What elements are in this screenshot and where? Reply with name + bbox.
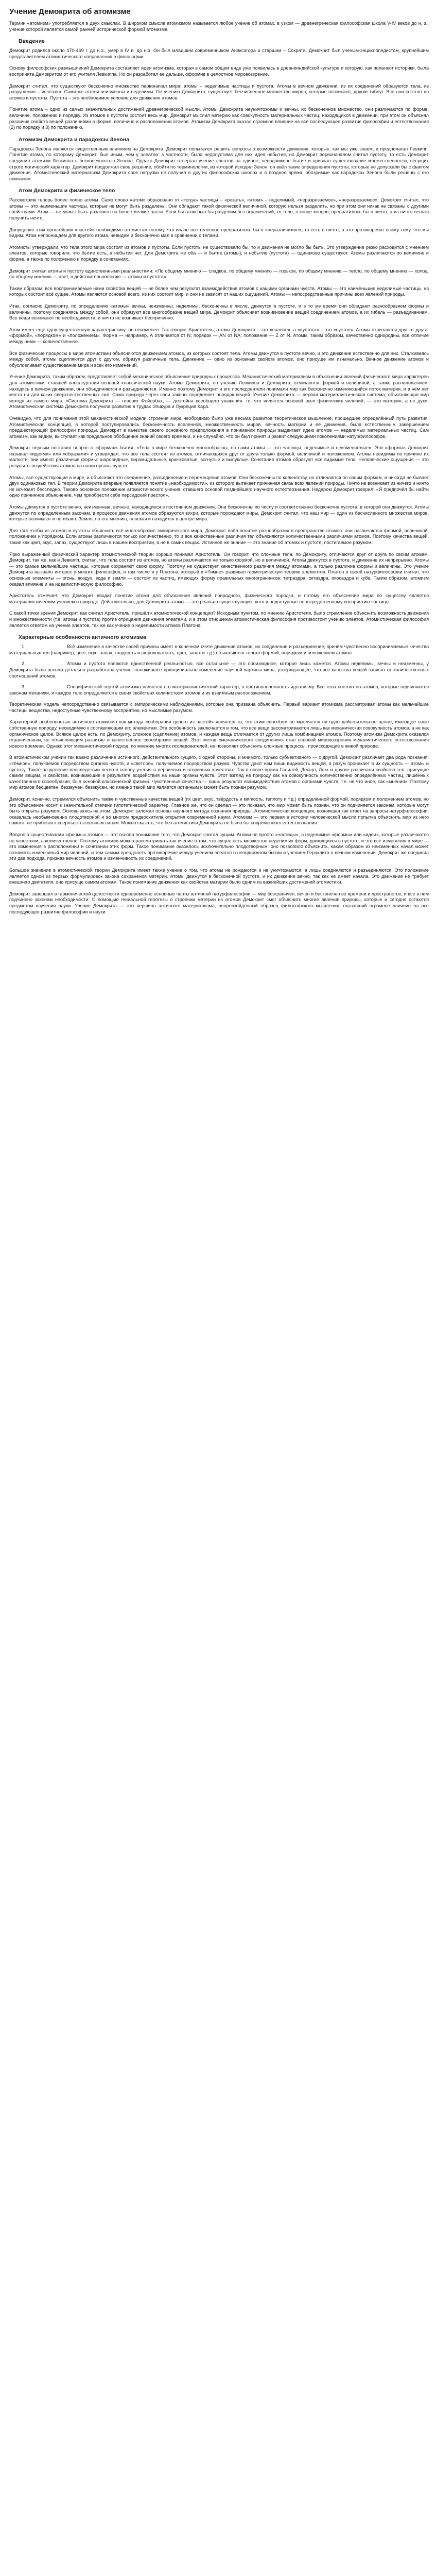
document-title: Учение Демокрита об атомизме bbox=[9, 7, 131, 16]
paragraph: Демокрит завершил в гармонической целостности одновременно основные черты античной натурфилософии — мир безграничен, вечен и бесконечен во времени и пространстве, и все в нём подчинено законам необходимости. С помощью гениальной гипотезы о строении материи из атомов Демокрит смог объяснить многие явления природы, которые и сегодня остаются предметом изучения науки. Учение Демокрита — это вершина античного материализма, непревзойдённый образец философского мышления, оказавший огромное влияние на всё последующее развитие философии и науки. bbox=[9, 891, 429, 914]
paragraph: Демокрит считал, что существуют бесконечно множество первоначал мира: атомы – неделимые частицы и пустота. Атомы в вечном движении, из их соединений образуются тела, из разрушения – исчезают. Сами же атомы неизменны и неделимы. По учению Демокрита, существует бесчисленное множество миров, которые возникают, другие гибнут. Все они состоят из атомов и пустоты. Пустота – это необходимое условие для движения атомов. bbox=[9, 83, 429, 100]
paragraph: Атом имеет еще одну существенную характеристику: он неизменен. Так говорит Аристотель, атомы Демокрита – это «полное», а «пустота» – это «пустое». Атомы отличаются друг от друга: «формой», «порядком» и «положением». Форма — например, А отличается от N; порядок — АN от NА; положение — Z от N. Атомы, таким образом, качественно однородны, все отличие между ними — количественное. bbox=[9, 327, 429, 344]
paragraph: Теоретическая модель непосредственно связывается с эмпирическими наблюдениями, которые она призвана объяснить. Первый вариант атомизма рассматривал атомы как мельчайшие частицы вещества, недоступные чувственному восприятию, но мыслимые разумом. bbox=[9, 702, 429, 713]
paragraph: Парадоксы Зенона являются существенным влиянием на Демокрита. Демокрит попытался решить вопросы о возможности движения, которые, как мы уже знаем, и предполагал Левкипп. Понятие атома, по которому Демокрит, был иным, чем у элеатов: в частности, была недопустима для них идея небытия, но Демокрит первоначалом считал пустоту, то есть Демокрит соединил атомизм Левкиппа с бесконечностью Зенона. Однако Демокрит отвергал учение элеатов на единое, неподвижное бытие и признал существование множественности, несущих строго логический характер. Демокрит продолжил свое решение, обойти по терминологии, из которой исходил Зенон: он ввёл такие определения пустоты, которые не допускали бы с фактом движения. Атомистический материализм Демокрита свое нагрузки не получил в других философских школах и в позднее время, обозримые как парадоксы Зенона были решены с его влиянием. bbox=[9, 146, 429, 181]
paragraph: Допущение этих простейших «частей» необходимо атомистам потому, что иначе все телесное превратилось бы в «неразличимое», то есть в ничто, а это противоречит всему тому, что мы видим. Атом непроницаем для другого атома, невидим и бесконечно мал в сравнении с телами. bbox=[9, 227, 429, 239]
paragraph: Демокрит родился около 470-469 г. до н.э., умер в IV в. до н.э. Он был младшим современником Анаксагора и старшим – Сократа. Демокрит был ученым-энциклопедистом, крупнейшим представителем атомистического направления в философии. bbox=[9, 48, 429, 59]
list-item-number: 1. bbox=[22, 644, 26, 650]
paragraph: Характерной особенностью античного атомизма как метода «соборания целого из частей» является то, что этим способом не мысляется ни одно действительное целое, имеющее свою собственную природу, несводимую к составляющим его элементам. Эта особенность заключается в том, что все вещи рассматриваются лишь как механическая совокупность атомов, а не как органическое целое. Всякое целое есть, по Демокриту, сложное (сцепление) атомов, и каждая вещь отличается от других лишь комбинацией атомов. Поэтому атомизм Демокрита оказался ограниченным, не объясняющим развитие и качественное своеобразие вещей. Этот метод «механического соединения» стал основой мировоззрения механистического естествознания нового времени. Однако этот механистический подход, по мнению многих исследователей, не позволяет объяснить сложные процессы, происходящие в живой природе. bbox=[9, 719, 429, 749]
paragraph: Очевидно, что для понимания этой механистической модели строения мира необходимо было уже весьма развитое теоретическое мышление, прошедшее определённый путь развития. Атомистическая концепция, в которой постулировались бесконечность вселенной, множественность миров, вечность материи и её движения, была естественным завершением предшествующей философии природы. Демокрит в качестве своего основного предположения в понимании природы выдвигает идею атомов — неделимых материальных частиц. Сам атомизм, как видим, выступает как предельное обобщение знаний своего времени, и не случайно, что он был принят и развит следующими поколениями натурфилософов. bbox=[9, 415, 429, 439]
paragraph: Демокрит считал атомы и пустоту единственными реальностями: «По общему мнению — сладкое, по общему мнению — горькое, по общему мнению — тепло, по общему мнению — холод, по общему мнению — цвет, в действительности же — атомы и пустота». bbox=[9, 268, 429, 280]
paragraph: Вопрос о существовании «формы» атомов — это основа понимания того, что Демокрит считал сущим. Атомы не просто «частицы», а неделимые «формы» или «идеи», которые различаются не качеством, а количественно. Поэтому атомизм можно рассматривать как учение о том, что сущее есть множество неделимых форм, движущихся в пустоте, и что все изменения в мире — это изменения в расположении и сочетании этих форм. Такое понимание оказалось исключительно плодотворным: оно позволило объяснить, каким образом из неизменных начал может возникать изменчивый мир явлений, и тем самым преодолеть противоречие между учением элеатов о неподвижном бытии и учением Гераклита о вечном изменении. Демокрит же соединил эти два подхода, признав вечность атомов и изменчивость их соединений. bbox=[9, 832, 429, 861]
document-page bbox=[9, 7, 429, 921]
paragraph: Ярко выраженный физический характер атомистической теории хорошо понимал Аристотель. Он говорит, что сложные тела, по Демокриту, отличаются друг от друга по своим атомам. Демокрит, так же, как и Левкипп, считал, что тела состоят из атомов, но атомы различаются не только формой, но и величиной. Атомы движутся в пустоте, и движение их непрерывно. Атомы — это самые мельчайшие частицы, которые сохраняют свою форму. Поэтому не существует качественного различия между атомами, а только различие формы и величины. Это учение Демокрита вызвало интерес у многих философов, в том числе и у Платона, который в «Тимее» развивал геометрическую теорию элементов. Платон в своей натурфилософии считал, что основные элементы — огонь, воздух, вода и земля — состоят из частиц, имеющих форму правильных многогранников: тетраэдра, октаэдра, икосаэдра и куба. Таким образом, атомизм оказал влияние и на идеалистическую философию. bbox=[9, 551, 429, 587]
list-item-number: 3. bbox=[22, 684, 26, 690]
paragraph: Рассмотрим теперь более полно атомы. Само слово «атом» образовано от «тогда» частицы – «резать», «атом» – неделимый, «неразрезаемое», «неразрезаемое». Демокрит считал, что атомы — это наименьшие частицы, которые не могут быть разделены. Они обладают такой физической величиной, которую нельзя разделить, но при этом они никак не связаны с другими свойствами. Атом — не может быть разложен на более мелкие части. Если бы атом был бы разделим без ограничений, то тело, в конце концов, превратилось бы в ничто, а из ничто нельзя получить нечто. bbox=[9, 197, 429, 221]
paragraph: Итак, согласно Демокриту, по определению «атомы» вечны, неизменны, неделимы, бесконечны в числе, движутся в пустоте, и в то же время они обладают разнообразием формы и величины, поэтому соединяясь между собой, они образуют все многообразие вещей мира. Демокрит объясняет возникновение вещей соединением атомов, а их гибель — разъединением. Все вещи возникают по необходимости, и ничто не возникает беспричинно. bbox=[9, 303, 429, 321]
list-item bbox=[9, 661, 429, 679]
paragraph: Большое значение в атомистической теории Демокрита имеет также учение о том, что атомы не рождаются и не уничтожаются, а лишь соединяются и разъединяются. Это положение является одной из первых формулировок закона сохранения материи. Атомы движутся в бесконечной пустоте, и их движение вечно, так как не имеет начала. Это движение не требует внешнего двигателя, оно присуще самим атомам. Такое понимание движения как свойства материи было одним из важнейших достижений атомистики. bbox=[9, 867, 429, 885]
paragraph: Атомы, все существующие в мире, и объясняют это соединение, разъединение и перемещение атомов. Они бесконечны по количеству, но отличаются по своим формам, и никогда не бывает двух одинаковых тел. В теории Демокрита впервые появляется понятие «необходимости», из которого вытекает причинная связь всех явлений природы. Ничто не возникает из ничего и ничто не исчезает бесследно. Таково основное положение атомистического учения, ставшего основой позднейшего научного естествознания. Недаром Демокрит говорил: «Я предпочёл бы найти одно причинное объяснение, чем приобрести себе персидский престол». bbox=[9, 474, 429, 498]
paragraph: Атомы движутся в пустоте вечно, неизменные, вечные, находящиеся в постоянном движении. Они бесконечны по числу и соответственно бесконечна пустота, в которой они движутся. Атомы движутся по определённым законам, в процессе движения атомов образуются вихри, которые порождают миры. Демокрит считал, что наш мир — один из бесчисленного множества миров, которые возникают и погибают. Земля, по его мнению, плоская и находится в центре мира. bbox=[9, 504, 429, 522]
numbered-list bbox=[9, 644, 429, 696]
section-heading: Введение bbox=[19, 38, 45, 45]
paragraph: Таким образом, все воспринимаемые нами свойства вещей — не более чем результат взаимодействия атомов с нашими органами чувств. Атомы — это наименьшие неделимые частицы, из которых состоит всё сущее. Атомы являются основой всего, из них состоит мир, и они не зависят от наших ощущений. Атомы — непосредственные причины всех явлений природы. bbox=[9, 285, 429, 297]
paragraph: Демокрит, конечно, стремился объяснить также и чувственные качества вещей (их цвет, вкус, твёрдость и мягкость, теплоту и т.д.) определённой формой, порядком и положением атомов, но это объяснение носит в значительной степени гипотетический характер. Главное же, что он сделал — это показал, что мир может быть познан, что он подчиняется законам, которые могут быть открыты разумом. Основываясь на этом, Демокрит заложил основы научного метода познания природы. Атомистическая концепция, возникшая как ответ на запросы натурфилософии, оказалась необыкновенно плодотворной и во многом предвосхитила открытия современной науки. Атомизм — это первая в истории человеческой мысли попытка объяснить мир из него самого, не прибегая к сверхъестественным силам. Можно сказать, что без атомистики Демокрита не было бы современного естествознания. bbox=[9, 796, 429, 826]
paragraph: Для того чтобы из атомов и пустоты объяснить всё многообразие эмпирического мира, Демокрит ввёл понятие разнообразия в пространстве атомов: они различаются формой, величиной, положением и порядком. Если атомы различаются только количественно, то и все качественные различия тел объясняются количественными различиями атомов. Поэтому качества вещей, такие как цвет, вкус, запах, существуют лишь в нашем восприятии, а не в самих вещах. Истинное же знание — это знание об атомах и пустоте, постигаемое разумом. bbox=[9, 528, 429, 545]
section-heading: Характерные особенности античного атомизма bbox=[19, 634, 146, 641]
paragraph: В атомистическом учении так важно различение истинного, действительного сущего, с одной стороны, и мнимого, только субъективного — с другой. Демокрит различает два рода познания: «тёмное», получаемое посредством органов чувств, и «светлое», получаемое посредством разума. Чувства дают нам лишь видимость вещей, а разум проникает в их сущность — атомы и пустоту. Такое разделение впоследствии легло в основу учения о первичных и вторичных качествах. Так в новое время Галилей, Декарт, Локк и другие различали свойства тел, присущие самим вещам, и свойства, возникающие в результате воздействия на наши органы чувств. Этот взгляд на природу как на совокупность количественно определённых частиц, лишённых качественного своеобразия, был основой классической физики. Чувственные качества — лишь результат взаимодействия атомов с органами чувств, т.е. не что иное, как «мнения». Поэтому мир атомов бесцветен, беззвучен, безвкусен, но именно такой мир является истинным и может быть познан разумом. bbox=[9, 755, 429, 790]
paragraph: Основу философских размышлений Демокрита составляет идея атомизма, которая в самом общем виде уже появилась в древнеиндийской культуре и которую, как полагают историки, была воспринята Демокритом от его учителя Левкиппа. Но он разработал ее дальше, оформив в целостное мировоззрение. bbox=[9, 65, 429, 77]
paragraph: С какой точки зрения Демокрит, как считал Аристотель, пришёл к атомистической концепции? Исходным пунктом, по мнению Аристотеля, было стремление объяснить возможность движения и множественности (т.е. атомы и пустота) против отрицания движения элеатами, и в этом отношении атомистическая философия противостоит учению элеатов. Атомистическая философия является ответом на учение элеатов, так же как учение о неделимости атомов Платона. bbox=[9, 611, 429, 628]
section-heading: Атомизм Демокрита и парадоксы Зенона bbox=[19, 136, 130, 143]
paragraph: Атомисты утверждали, что тела этого мира состоят из атомов и пустоты. Если пустоты не существовало бы, то и движения не могло бы быть. Это утверждение резко расходится с мнением элеатов, которые говорили, что бытие есть, а небытия нет. Для Демокрита же оба — и бытие (атомы), и небытие (пустота) — одинаково существуют. Атомы различаются по величине и форме, а также по положению и порядку в сочетаниях. bbox=[9, 244, 429, 262]
paragraph: Понятие атома – одно из самых значительных достижений древнегреческой мысли. Атомы Демокрита неуничтожимы и вечны, их бесконечное множество, они различаются по форме, величине, положению и порядку. Из атомов и пустоты состоит весь мир. Демокрит мыслил материю как совокупность материальных частиц, находящихся в движении, при этом он объяснял различия свойств вещей различиями в форме, величине и расположении атомов. Атомизм Демокрита оказал огромное влияние на всё последующее развитие философии и естествознания (2) по порядку и 3) по положению. bbox=[9, 107, 429, 130]
section-heading: Атом Демокрита и физическое тело bbox=[19, 188, 115, 194]
paragraph: Учение Демокрита, таким образом, представляет собой механическое объяснение природных процессов. Механистический материализм в объяснении явлений физического мира характерен для атомистики, ставшей впоследствии основой классической науки. Атомы Демокрита, по учению Левкиппа и Демокрита, отличаются формой и величиной, а также расположением: находясь в вечном движении, они объединяются и разъединяются. Именно поэтому Демокрит и его последователи понимали мир как бесконечно изменяющийся поток материи, и в нём нет места ни для каких сверхъестественных сил. Сама природа через свои законы определяет порядок вещей. Учение Демокрита — первая материалистическая система, объясняющая мир исходя из самого мира. «Система Демокрита — говорит Фейербах, — достойна всеобщего уважения: то, что является основой всех физических явлений, — это материя, а не дух». Атомистическая система Демокрита получила развитие в трудах Эпикура и Лукреция Кара. bbox=[9, 374, 429, 410]
paragraph: Демокрит первым поставил вопрос о «формах» бытия: «Тела в мире бесконечно многообразны, но сами атомы — это частицы, неделимые и неизменяемые». Эти «формы» Демокрит называл «идеями» или «образами» и утверждал, что все тела состоят из атомов, отличающихся друг от друга только формой, величиной и положением. Атомы невидимы по причине их малости, они имеют различные формы: шаровидные, пирамидальные, крючковатые, вогнутые и выпуклые. Сочетания атомов образуют все видимые тела. Человеческие ощущения — это результат воздействия атомов на наши органы чувств. bbox=[9, 445, 429, 469]
list-item-text: Всё изменение в качестве своей причины имеет в конечном счете движение атомов, их соединение и разъединение, причём чувственно воспринимаемые качества материальных тел (например, цвет, вкус, запах, гладкость и шероховатость, цвет, запах и т.д.) объясняются только формой, порядком и положением атомов. bbox=[9, 644, 429, 655]
list-item-number: 2. bbox=[22, 661, 26, 667]
paragraph: Все физические процессы в мире атомистами объясняются движением атомов, из которых состоят тела. Атомы движутся в пустоте вечно, и это движение естественно для них. Сталкиваясь между собой, атомы сцепляются друг с другом, образуя различные тела. Движение — одно из основных свойств атомов, оно присуще им изначально. Вечное движение атомов и обусловливает существование мира и всех его изменений. bbox=[9, 350, 429, 368]
list-item-text: Специфической чертой атомизма является его материалистический характер, в противоположность идеализму. Все тела состоят из атомов, которые подчиняются законам механики, и каждое тело определяется в своих свойствах количеством атомов и их взаимным расположением. bbox=[9, 684, 429, 696]
list-item-text: Атомы и пустота являются единственной реальностью, все остальное — это производное, которое лишь кажется. Атомы неделимы, вечны и неизменны, у Демокрита была весьма детально разработана учение, положившее принципиально изменение научной картины мира, утверждающее, что все качества вещей зависят от количественных соотношений атомов. bbox=[9, 661, 429, 679]
list-item bbox=[9, 644, 429, 656]
paragraph: Аристотель отмечает, что Демокрит вводит понятие атома для объяснения явлений природного, физического порядка, и потому его объяснение мира по существу является материалистическим учением о природе. Действительно, для Демокрита атомы — это реально существующие, хотя и недоступные непосредственному восприятию частицы. bbox=[9, 593, 429, 604]
list-item bbox=[9, 684, 429, 696]
document-body bbox=[9, 21, 429, 915]
paragraph: Термин «атомизм» употребляется в двух смыслах. В широком смысле атомизмом называется любое учение об атомах, в узком — древнегреческая философская школа V-IV веков до н. э., учение которой является самой ранней исторической формой атомизма. bbox=[9, 21, 429, 32]
